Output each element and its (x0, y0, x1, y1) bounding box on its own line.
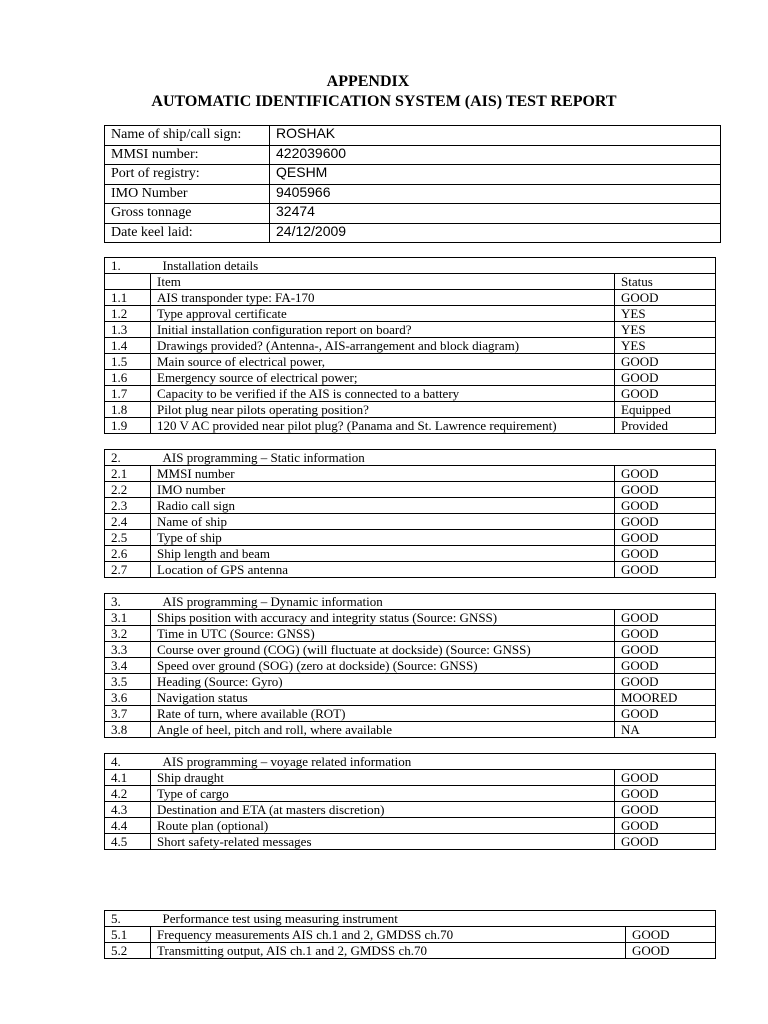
row-number: 1.4 (105, 338, 151, 354)
checklist-row (105, 498, 716, 514)
section-title: Performance test using measuring instrument (151, 911, 716, 927)
checklist-row (105, 562, 716, 578)
row-number: 5.2 (105, 943, 151, 959)
ship-info-label: Name of ship/call sign: (105, 126, 270, 146)
ship-info-value: QESHM (270, 165, 721, 185)
row-status: GOOD (615, 562, 716, 578)
section-header-row (105, 754, 716, 770)
section-title: Installation details (151, 258, 716, 274)
checklist-row (105, 530, 716, 546)
row-status: GOOD (615, 530, 716, 546)
row-item: Drawings provided? (Antenna-, AIS-arrangement and block diagram) (151, 338, 615, 354)
row-number: 2.4 (105, 514, 151, 530)
row-status: GOOD (615, 386, 716, 402)
row-item: Ship length and beam (151, 546, 615, 562)
row-number: 2.6 (105, 546, 151, 562)
ship-info-label: Gross tonnage (105, 204, 270, 224)
checklist-row (105, 482, 716, 498)
ship-info-value: 9405966 (270, 184, 721, 204)
row-status: GOOD (615, 658, 716, 674)
row-number: 2.5 (105, 530, 151, 546)
ship-info-label: Port of registry: (105, 165, 270, 185)
row-number: 2.7 (105, 562, 151, 578)
row-item: Ships position with accuracy and integrity status (Source: GNSS) (151, 610, 615, 626)
section-title: AIS programming – Dynamic information (151, 594, 716, 610)
row-number: 1.1 (105, 290, 151, 306)
row-item: Transmitting output, AIS ch.1 and 2, GMDSS ch.70 (151, 943, 626, 959)
row-number: 2.1 (105, 466, 151, 482)
row-item: Route plan (optional) (151, 818, 615, 834)
row-number: 3.5 (105, 674, 151, 690)
section-number: 4. (105, 754, 151, 770)
appendix-title: APPENDIX (326, 73, 410, 90)
installation-details-table (104, 257, 716, 434)
row-status: Provided (615, 418, 716, 434)
ship-info-row (105, 126, 721, 146)
row-number: 3.1 (105, 610, 151, 626)
voyage-information-table (104, 753, 716, 850)
row-item: Speed over ground (SOG) (zero at dockside) (Source: GNSS) (151, 658, 615, 674)
row-status: GOOD (615, 802, 716, 818)
row-status: GOOD (615, 834, 716, 850)
section-header-row (105, 450, 716, 466)
row-item: Course over ground (COG) (will fluctuate at dockside) (Source: GNSS) (151, 642, 615, 658)
ship-info-row (105, 184, 721, 204)
checklist-row (105, 370, 716, 386)
row-number: 3.7 (105, 706, 151, 722)
report-title: AUTOMATIC IDENTIFICATION SYSTEM (AIS) TEST REPORT (151, 93, 617, 110)
row-number: 4.5 (105, 834, 151, 850)
checklist-row (105, 927, 716, 943)
row-item: Emergency source of electrical power; (151, 370, 615, 386)
checklist-row (105, 706, 716, 722)
row-status: GOOD (615, 674, 716, 690)
checklist-row (105, 402, 716, 418)
ship-info-value: 24/12/2009 (270, 223, 721, 243)
row-item: IMO number (151, 482, 615, 498)
row-item: Type of cargo (151, 786, 615, 802)
row-status: GOOD (615, 290, 716, 306)
row-item: Navigation status (151, 690, 615, 706)
row-status: YES (615, 338, 716, 354)
row-status: GOOD (615, 546, 716, 562)
section-header-row (105, 911, 716, 927)
checklist-row (105, 658, 716, 674)
number-column-header (105, 274, 151, 290)
row-status: GOOD (615, 610, 716, 626)
row-status: GOOD (615, 786, 716, 802)
row-status: NA (615, 722, 716, 738)
checklist-row (105, 418, 716, 434)
row-number: 4.2 (105, 786, 151, 802)
ship-info-row (105, 165, 721, 185)
ship-info-value: 422039600 (270, 145, 721, 165)
row-item: Rate of turn, where available (ROT) (151, 706, 615, 722)
row-status: GOOD (615, 482, 716, 498)
checklist-row (105, 466, 716, 482)
row-status: GOOD (615, 818, 716, 834)
checklist-row (105, 770, 716, 786)
row-status: GOOD (615, 354, 716, 370)
row-number: 1.7 (105, 386, 151, 402)
row-item: Heading (Source: Gyro) (151, 674, 615, 690)
row-item: Capacity to be verified if the AIS is connected to a battery (151, 386, 615, 402)
row-status: GOOD (615, 642, 716, 658)
ship-info-row (105, 204, 721, 224)
row-status: GOOD (626, 943, 716, 959)
checklist-row (105, 514, 716, 530)
row-item: Name of ship (151, 514, 615, 530)
row-item: AIS transponder type: FA-170 (151, 290, 615, 306)
checklist-row (105, 642, 716, 658)
checklist-row (105, 626, 716, 642)
checklist-row (105, 834, 716, 850)
row-number: 1.2 (105, 306, 151, 322)
row-status: GOOD (615, 370, 716, 386)
column-header-row (105, 274, 716, 290)
row-status: GOOD (615, 514, 716, 530)
row-status: GOOD (615, 626, 716, 642)
checklist-row (105, 354, 716, 370)
status-column-header: Status (615, 274, 716, 290)
row-number: 3.2 (105, 626, 151, 642)
checklist-row (105, 290, 716, 306)
ship-info-value: ROSHAK (270, 126, 721, 146)
row-number: 1.3 (105, 322, 151, 338)
checklist-row (105, 674, 716, 690)
row-item: Frequency measurements AIS ch.1 and 2, GMDSS ch.70 (151, 927, 626, 943)
checklist-row (105, 386, 716, 402)
row-status: Equipped (615, 402, 716, 418)
ship-info-label: MMSI number: (105, 145, 270, 165)
row-item: Location of GPS antenna (151, 562, 615, 578)
section-number: 3. (105, 594, 151, 610)
row-item: Pilot plug near pilots operating position? (151, 402, 615, 418)
row-number: 1.9 (105, 418, 151, 434)
dynamic-information-table (104, 593, 716, 738)
checklist-row (105, 722, 716, 738)
row-number: 1.8 (105, 402, 151, 418)
section-header-row (105, 258, 716, 274)
row-item: MMSI number (151, 466, 615, 482)
row-number: 5.1 (105, 927, 151, 943)
row-number: 3.4 (105, 658, 151, 674)
checklist-row (105, 610, 716, 626)
row-item: Initial installation configuration report on board? (151, 322, 615, 338)
checklist-row (105, 546, 716, 562)
row-item: Main source of electrical power, (151, 354, 615, 370)
row-status: GOOD (615, 706, 716, 722)
row-number: 3.3 (105, 642, 151, 658)
section-number: 2. (105, 450, 151, 466)
row-number: 1.6 (105, 370, 151, 386)
checklist-row (105, 802, 716, 818)
row-number: 4.3 (105, 802, 151, 818)
ship-info-row (105, 223, 721, 243)
row-number: 4.1 (105, 770, 151, 786)
row-status: MOORED (615, 690, 716, 706)
ship-info-row (105, 145, 721, 165)
row-item: Time in UTC (Source: GNSS) (151, 626, 615, 642)
checklist-row (105, 306, 716, 322)
section-header-row (105, 594, 716, 610)
row-item: Type of ship (151, 530, 615, 546)
row-status: YES (615, 322, 716, 338)
ship-info-label: Date keel laid: (105, 223, 270, 243)
row-item: Destination and ETA (at masters discretion) (151, 802, 615, 818)
row-number: 4.4 (105, 818, 151, 834)
section-title: AIS programming – voyage related information (151, 754, 716, 770)
row-number: 2.2 (105, 482, 151, 498)
checklist-row (105, 786, 716, 802)
checklist-row (105, 943, 716, 959)
section-number: 1. (105, 258, 151, 274)
row-number: 1.5 (105, 354, 151, 370)
row-number: 3.8 (105, 722, 151, 738)
row-number: 3.6 (105, 690, 151, 706)
ship-info-value: 32474 (270, 204, 721, 224)
static-information-table (104, 449, 716, 578)
checklist-row (105, 690, 716, 706)
row-status: GOOD (626, 927, 716, 943)
ship-info-table (104, 125, 721, 243)
row-item: Type approval certificate (151, 306, 615, 322)
row-status: YES (615, 306, 716, 322)
row-item: Ship draught (151, 770, 615, 786)
row-item: Radio call sign (151, 498, 615, 514)
row-status: GOOD (615, 770, 716, 786)
checklist-row (105, 322, 716, 338)
checklist-row (105, 818, 716, 834)
row-item: Angle of heel, pitch and roll, where available (151, 722, 615, 738)
section-title: AIS programming – Static information (151, 450, 716, 466)
section-number: 5. (105, 911, 151, 927)
item-column-header: Item (151, 274, 615, 290)
row-item: 120 V AC provided near pilot plug? (Panama and St. Lawrence requirement) (151, 418, 615, 434)
row-number: 2.3 (105, 498, 151, 514)
ship-info-label: IMO Number (105, 184, 270, 204)
checklist-row (105, 338, 716, 354)
row-status: GOOD (615, 498, 716, 514)
row-item: Short safety-related messages (151, 834, 615, 850)
performance-test-table (104, 910, 716, 959)
row-status: GOOD (615, 466, 716, 482)
